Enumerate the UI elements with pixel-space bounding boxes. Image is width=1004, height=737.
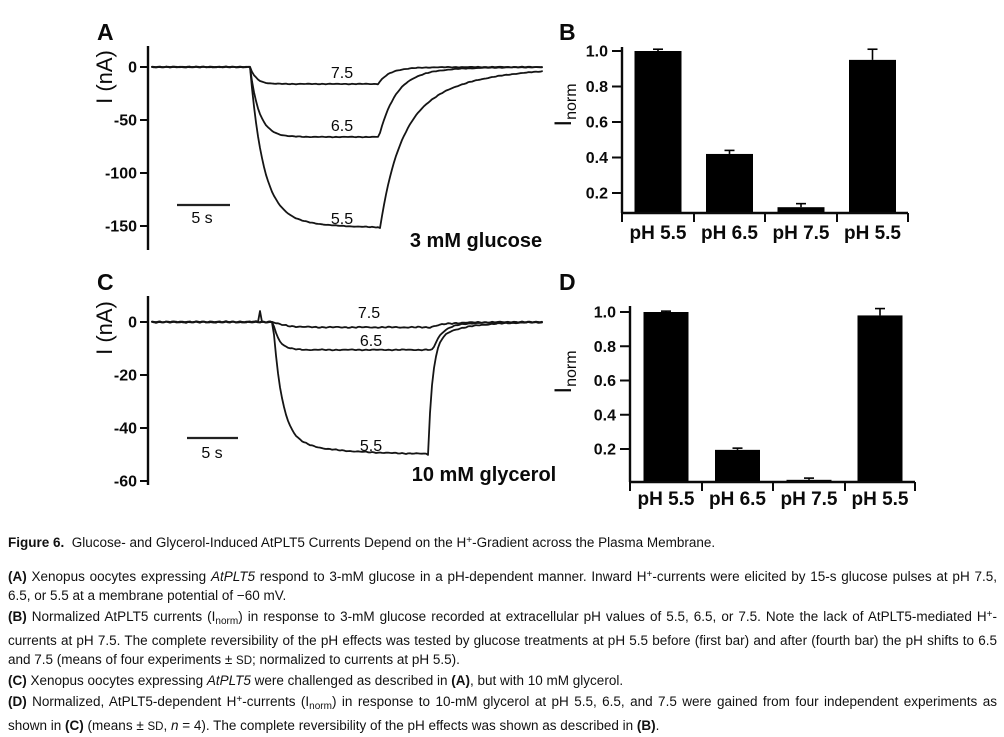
- bar-ph-5.5-0: [635, 51, 682, 213]
- trace-label-ph-6.5: 6.5: [359, 333, 383, 350]
- caption-segment: -currents at pH 7.5. The complete reversibility of the pH effects was tested by glucose treatments at pH 5.5 before (first bar) and after (fourth bar) the pH shifts to 6.5 and 7.5 (means of four experiments ±: [8, 609, 997, 667]
- y-tick-label: 0.4: [593, 407, 616, 425]
- caption-segment: Glucose- and Glycerol-Induced AtPLT5 Currents Depend on the H: [64, 535, 467, 550]
- caption-segment: ,: [163, 718, 171, 733]
- caption-segment: (C): [8, 673, 27, 688]
- y-axis-label: I (nA): [92, 50, 117, 104]
- y-tick-label: 0.8: [593, 338, 616, 356]
- panel-a: [92, 19, 542, 252]
- x-category-label: pH 5.5: [637, 489, 695, 510]
- y-tick-label: 0.2: [593, 441, 616, 459]
- caption-segment: -currents were elicited by 15-s glucose pulses at pH 7.5, 6.5, or 5.5 at a membrane potential of −60 mV.: [8, 569, 997, 603]
- panel-letter-c: C: [97, 269, 114, 295]
- caption-segment: (B): [8, 609, 27, 624]
- panel-letter-a: A: [97, 19, 114, 45]
- y-tick-label: -20: [113, 367, 137, 385]
- y-tick-label: -100: [104, 165, 137, 183]
- scale-bar-label: 5 s: [191, 210, 213, 227]
- caption-segment: Figure 6.: [8, 535, 65, 550]
- caption-segment: ; normalized to currents at pH 5.5).: [252, 652, 460, 667]
- caption-segment: norm: [215, 616, 239, 627]
- y-axis-label: Inorm: [550, 83, 580, 127]
- caption-segment: n: [170, 718, 179, 733]
- y-tick-label: 0.4: [585, 150, 608, 167]
- trace-ph-6.5: [152, 321, 542, 350]
- trace-label-ph-7.5: 7.5: [330, 65, 354, 82]
- caption-segment: (A): [8, 569, 27, 584]
- caption-segment: SD: [147, 721, 164, 733]
- y-tick-label: -50: [113, 112, 137, 130]
- caption-paragraph-b: [8, 605, 997, 671]
- x-category-label: pH 5.5: [629, 223, 687, 244]
- bar-ph-5.5-0: [644, 312, 689, 482]
- caption-title: [8, 531, 997, 552]
- panel-d: [550, 269, 915, 510]
- caption-segment: ) in response to 3-mM glucose recorded at extracellular pH values of 5.5, 6.5, or 7.5. Note the lack of AtPLT5-mediated H: [238, 609, 987, 624]
- caption-segment: (D): [8, 694, 27, 709]
- caption-segment: (A): [451, 673, 471, 688]
- y-axis-label: Inorm: [550, 350, 580, 394]
- caption-paragraph-d: [8, 690, 997, 737]
- caption-segment: +: [236, 694, 243, 705]
- caption-segment: , but with 10 mM glycerol.: [470, 673, 624, 688]
- caption-segment: -currents (I: [242, 694, 310, 709]
- recording-artifact-spike: [258, 311, 262, 322]
- caption-paragraph-c: [8, 671, 997, 690]
- caption-segment: Normalized, AtPLT5-dependent H: [26, 694, 237, 709]
- y-tick-label: -150: [104, 218, 137, 236]
- y-tick-label: -60: [113, 473, 137, 491]
- panel-letter-d: D: [559, 269, 576, 295]
- caption-segment: (C): [65, 718, 84, 733]
- y-tick-label: 0: [128, 59, 137, 77]
- caption-segment: SD: [236, 655, 253, 667]
- x-category-label: pH 6.5: [700, 223, 759, 244]
- caption-segment: AtPLT5: [210, 569, 255, 584]
- caption-segment: +: [466, 535, 473, 546]
- figure-caption: [8, 531, 997, 737]
- x-category-label: pH 5.5: [851, 489, 909, 510]
- caption-segment: Xenopus oocytes expressing: [26, 673, 207, 688]
- trace-ph-5.5: [152, 321, 542, 455]
- trace-label-ph-5.5: 5.5: [359, 438, 383, 455]
- caption-segment: Xenopus oocytes expressing: [26, 569, 211, 584]
- x-category-label: pH 6.5: [708, 489, 767, 510]
- bar-ph-5.5-3: [858, 315, 903, 482]
- x-category-label: pH 7.5: [780, 489, 838, 510]
- y-tick-label: 0: [128, 314, 137, 332]
- bar-ph-5.5-3: [849, 60, 896, 213]
- caption-segment: = 4). The complete reversibility of the pH effects was shown as described in: [178, 718, 637, 733]
- bar-ph-6.5-1: [715, 450, 760, 482]
- caption-segment: .: [655, 718, 660, 733]
- condition-label: 10 mM glycerol: [411, 464, 557, 486]
- caption-segment: were challenged as described in: [250, 673, 452, 688]
- bar-ph-6.5-1: [706, 154, 753, 213]
- caption-segment: (means ±: [83, 718, 148, 733]
- x-category-label: pH 5.5: [843, 223, 902, 244]
- y-tick-label: 0.6: [593, 373, 616, 390]
- y-tick-label: 1.0: [585, 43, 608, 61]
- caption-segment: Normalized AtPLT5 currents (I: [26, 609, 216, 624]
- caption-segment: +: [646, 569, 653, 580]
- caption-segment: (B): [636, 718, 656, 733]
- panel-letter-b: B: [559, 19, 576, 45]
- panel-c: [92, 269, 556, 491]
- panel-b: [550, 19, 908, 244]
- y-tick-label: 1.0: [593, 304, 616, 322]
- scale-bar-label: 5 s: [201, 445, 223, 462]
- y-axis-label: I (nA): [92, 301, 117, 355]
- caption-segment: +: [986, 609, 993, 620]
- caption-segment: respond to 3-mM glucose in a pH-dependent manner. Inward H: [255, 569, 647, 584]
- caption-segment: ) in response to 10-mM glycerol at pH 5.5, 6.5, and 7.5 were gained from four independent experiments as shown in: [8, 694, 997, 733]
- trace-label-ph-6.5: 6.5: [330, 118, 354, 135]
- y-tick-label: 0.2: [585, 185, 608, 203]
- trace-ph-5.5: [152, 67, 542, 228]
- caption-segment: AtPLT5: [206, 673, 251, 688]
- y-tick-label: 0.8: [585, 79, 608, 96]
- caption-segment: -Gradient across the Plasma Membrane.: [472, 535, 716, 550]
- y-tick-label: 0.6: [585, 114, 608, 132]
- trace-label-ph-5.5: 5.5: [330, 211, 354, 228]
- trace-label-ph-7.5: 7.5: [357, 305, 381, 322]
- caption-segment: norm: [309, 701, 332, 712]
- x-category-label: pH 7.5: [772, 223, 830, 244]
- condition-label: 3 mM glucose: [409, 230, 543, 252]
- y-tick-label: -40: [113, 420, 137, 438]
- caption-paragraph-a: [8, 565, 997, 605]
